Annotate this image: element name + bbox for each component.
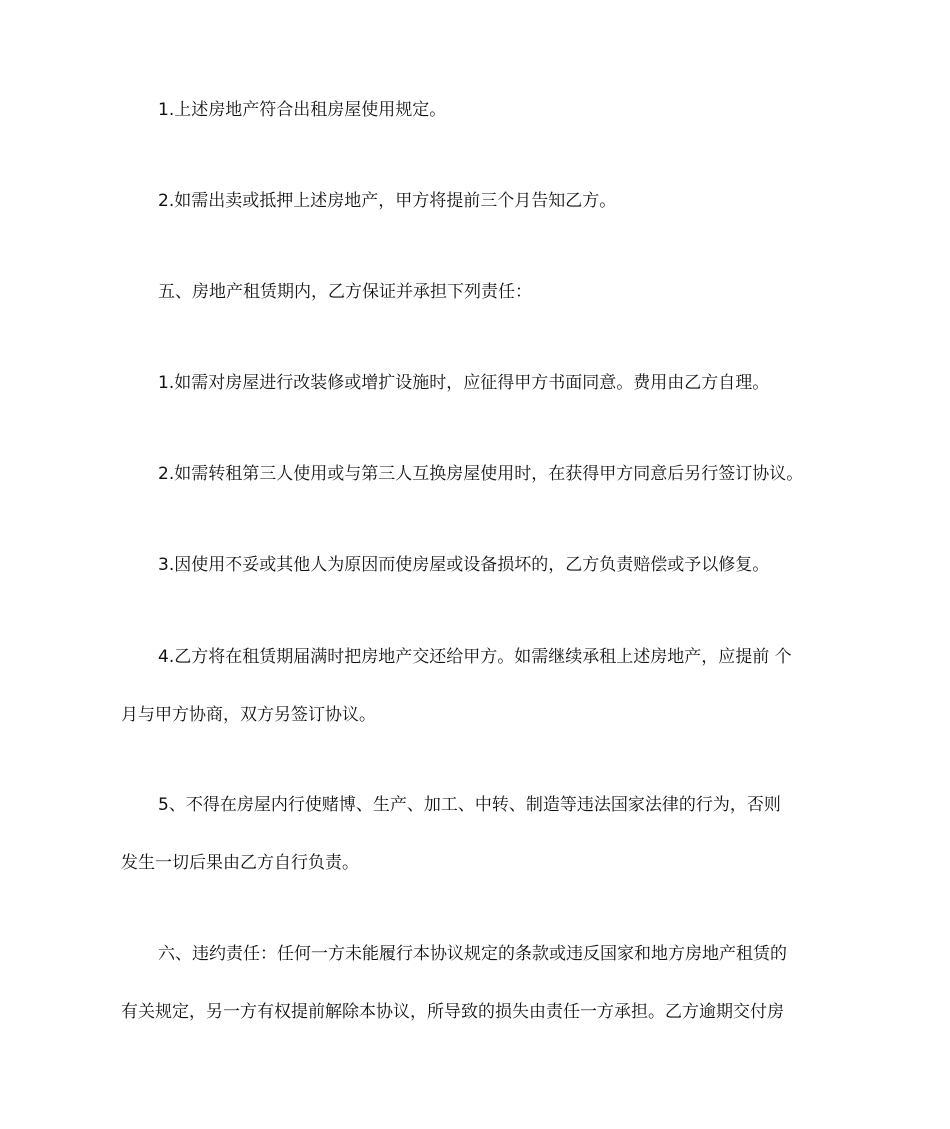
- clause-5-prohibited-line-2: 发生一切后果由乙方自行负责。: [121, 853, 359, 873]
- clause-5-prohibited-line-1: 5、不得在房屋内行使赌博、生产、加工、中转、制造等违法国家法律的行为，否则: [158, 795, 781, 815]
- section-6-breach-line-2: 有关规定，另一方有权提前解除本协议，所导致的损失由责任一方承担。乙方逾期交付房: [121, 1002, 784, 1022]
- section-5-heading: 五、房地产租赁期内，乙方保证并承担下列责任：: [158, 282, 532, 302]
- clause-1-renovation: 1.如需对房屋进行改装修或增扩设施时，应征得甲方书面同意。费用由乙方自理。: [158, 373, 770, 393]
- clause-1-property-compliance: 1.上述房地产符合出租房屋使用规定。: [158, 100, 447, 120]
- clause-2-sale-or-mortgage: 2.如需出卖或抵押上述房地产，甲方将提前三个月告知乙方。: [158, 191, 617, 211]
- clause-3-damage: 3.因使用不妥或其他人为原因而使房屋或设备损坏的，乙方负责赔偿或予以修复。: [158, 555, 770, 575]
- clause-4-return-line-1: 4.乙方将在租赁期届满时把房地产交还给甲方。如需继续承租上述房地产，应提前 个: [158, 647, 792, 667]
- clause-4-return-line-2: 月与甲方协商，双方另签订协议。: [121, 705, 376, 725]
- clause-2-sublease: 2.如需转租第三人使用或与第三人互换房屋使用时，在获得甲方同意后另行签订协议。: [158, 464, 804, 484]
- section-6-breach-line-1: 六、违约责任：任何一方未能履行本协议规定的条款或违反国家和地方房地产租赁的: [158, 944, 787, 964]
